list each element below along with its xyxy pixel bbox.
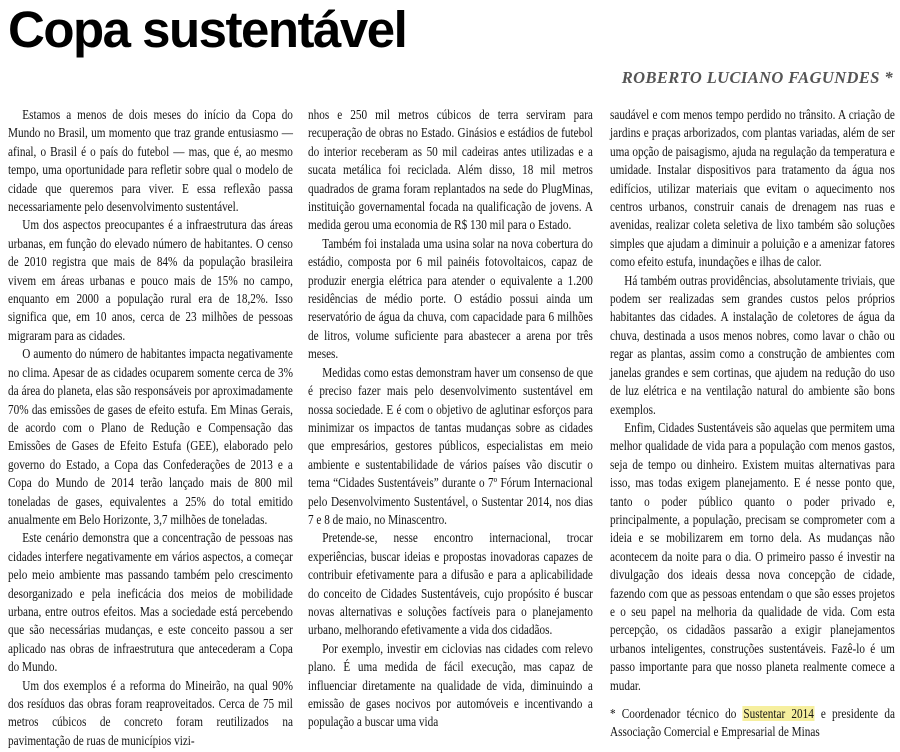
article-byline: ROBERTO LUCIANO FAGUNDES * [621,68,893,87]
footnote-prefix: * Coordenador técnico do [610,706,743,721]
article-paragraph: Por exemplo, investir em ciclovias nas cidades com relevo plano. É uma medida de fácil execução, mas capaz de influenciar diretamente na qualidade de vida, diminuindo a emissão de gases nocivos por automóveis e incentivando a população a buscar uma vida [308,640,593,730]
article-paragraph: O aumento do número de habitantes impacta negativamente no clima. Apesar de as cidades ocuparem somente cerca de 3% da área do planeta, elas são responsáveis por aproximadamente 70% das emissões de gases de efeito estufa. Em Minas Gerais, de acordo com o Plano de Redução e Compensação das Emissões de Gases de Efeito Estufa (GEE), elaborado pelo governo do Estado, a Copa das Confederações de 2013 e a Copa do Mundo de 2014 terão lançado mais de 800 mil toneladas de gases, equivalentes a 25% do total emitido anualmente em Belo Horizonte, 3,7 milhões de toneladas. [8,346,293,527]
article-paragraph: nhos e 250 mil metros cúbicos de terra serviram para recuperação de obras no Estado. Ginásios e estádios de futebol do interior receberam as 50 mil cadeiras antes utilizadas e a sucata metálica foi reciclada. Além disso, 18 mil metros quadrados de grama foram replantados na sede do PlugMinas, instituição governamental focada na qualificação de jovens. A medida gerou uma economia de R$ 130 mil para o Estado. [308,107,593,233]
footnote-suffix: e presidente da Associação Comercial e Empresarial de Minas [610,706,895,740]
article-paragraph: Enfim, Cidades Sustentáveis são aquelas que permitem uma melhor qualidade de vida para a população com menos gastos, seja de tempo ou dinheiro. Existem muitas alternativas para isso, mas todas exigem planejamento. E é nesse ponto que, tanto o poder público quanto o poder privado e, principalmente, a população, precisam se comprometer com a ideia e se mobilizarem em torno dela. As mudanças não acontecem da noite para o dia. O primeiro passo é investir na divulgação dos ideais dessa nova concepção de cidade, fazendo com que as pessoas entendam o que são esses projetos e o seu papel na melhoria da qualidade de vida. Com esta percepção, os cidadãos passarão a exigir planejamentos urbanos inteligentes, construções sustentáveis. Fazê-lo é um passo importante para que nosso planeta realmente comece a mudar. [610,419,895,693]
article-paragraph: Medidas como estas demonstram haver um consenso de que é preciso fazer mais pelo desenvolvimento sustentável em nossa sociedade. E é com o objetivo de aglutinar esforços para minimizar os impactos de tantas mudanças sobre as cidades que empresários, gestores públicos, especialistas em meio ambiente e sustentabilidade de vários países vão discutir o tema “Cidades Sustentáveis” durante o 7º Fórum Internacional pelo Desenvolvimento Sustentável, o Sustentar 2014, nos dias 7 e 8 de maio, no Minascentro. [308,364,593,527]
article-paragraph: Este cenário demonstra que a concentração de pessoas nas cidades interfere negativamente em vários aspectos, a começar pelo meio ambiente mas passando também pelo crescimento desorganizado e pela ineficácia dos meios de mobilidade urbana, entre outros efeitos. Mas a sociedade está percebendo que são necessárias mudanças, e este conceito passou a ser aplicado nas obras de infraestrutura que antecederam a Copa do Mundo. [8,530,293,675]
article-paragraph: Estamos a menos de dois meses do início da Copa do Mundo no Brasil, um momento que traz grande entusiasmo — afinal, o Brasil é o país do futebol — mas, que é, ao mesmo tempo, uma oportunidade para refletir sobre qual o modelo de cidade que queremos para viver. E essa reflexão passa necessariamente pelo desenvolvimento sustentável. [8,107,293,215]
article-footnote [610,705,895,742]
footnote-highlight: Sustentar 2014 [743,706,814,721]
article-column-3 [610,106,895,742]
article-column-2 [308,106,593,732]
article-paragraph: Pretende-se, nesse encontro internacional, trocar experiências, buscar ideias e propostas inovadoras capazes de contribuir efetivamente para a difusão e para a aplicabilidade do conceito de Cidades Sustentáveis, cujo propósito é buscar novas alternativas e soluções factíveis para o planejamento urbano, melhorando efetivamente a vida dos cidadãos. [308,530,593,638]
article-paragraph: Há também outras providências, absolutamente triviais, que podem ser realizadas sem grandes custos pelos próprios habitantes das cidades. A instalação de coletores de água da chuva, destinada a usos menos nobres, como lavar o chão ou regar as plantas, assim como a construção de ambientes com janelas grandes e sem cortinas, que ajudem na redução do uso de luz elétrica e na ventilação natural do ambiente são bons exemplos. [610,272,895,417]
article-paragraph: Também foi instalada uma usina solar na nova cobertura do estádio, composta por 6 mil painéis fotovoltaicos, capaz de produzir energia elétrica para atender o equivalente a 1.200 residências de médio porte. O estádio possui ainda um reservatório de água da chuva, com capacidade para 6 milhões de litros, volume suficiente para abastecer a arena por três meses. [308,235,593,362]
article-paragraph: saudável e com menos tempo perdido no trânsito. A criação de jardins e praças arborizados, com plantas variadas, além de ser uma opção de paisagismo, ajuda na regulação da temperatura e umidade. Instalar dispositivos para tratamento da água nos edifícios, utilizar materiais que evitam o aquecimento nos centros urbanos, construir canais de drenagem nas ruas e avenidas, realizar coleta seletiva de lixo também são soluções simples que ajudam a diminuir a poluição e a amenizar fatores como efeito estufa, inundações e ilhas de calor. [610,107,895,270]
article-column-1 [8,106,293,750]
article-paragraph: Um dos aspectos preocupantes é a infraestrutura das áreas urbanas, em função do elevado número de habitantes. O censo de 2010 registra que mais de 84% da população brasileira vivem em áreas urbanas e pouco mais de 15% no campo, enquanto em 2000 a população rural era de 18,2%. Isso significa que, em 10 anos, cerca de 23 milhões de pessoas migraram para as cidades. [8,217,293,343]
article-paragraph: Um dos exemplos é a reforma do Mineirão, na qual 90% dos resíduos das obras foram reaproveitados. Cerca de 75 mil metros cúbicos de concreto foram reutilizados na pavimentação de ruas de municípios vizi- [8,677,293,748]
article-title: Copa sustentável [8,1,407,58]
